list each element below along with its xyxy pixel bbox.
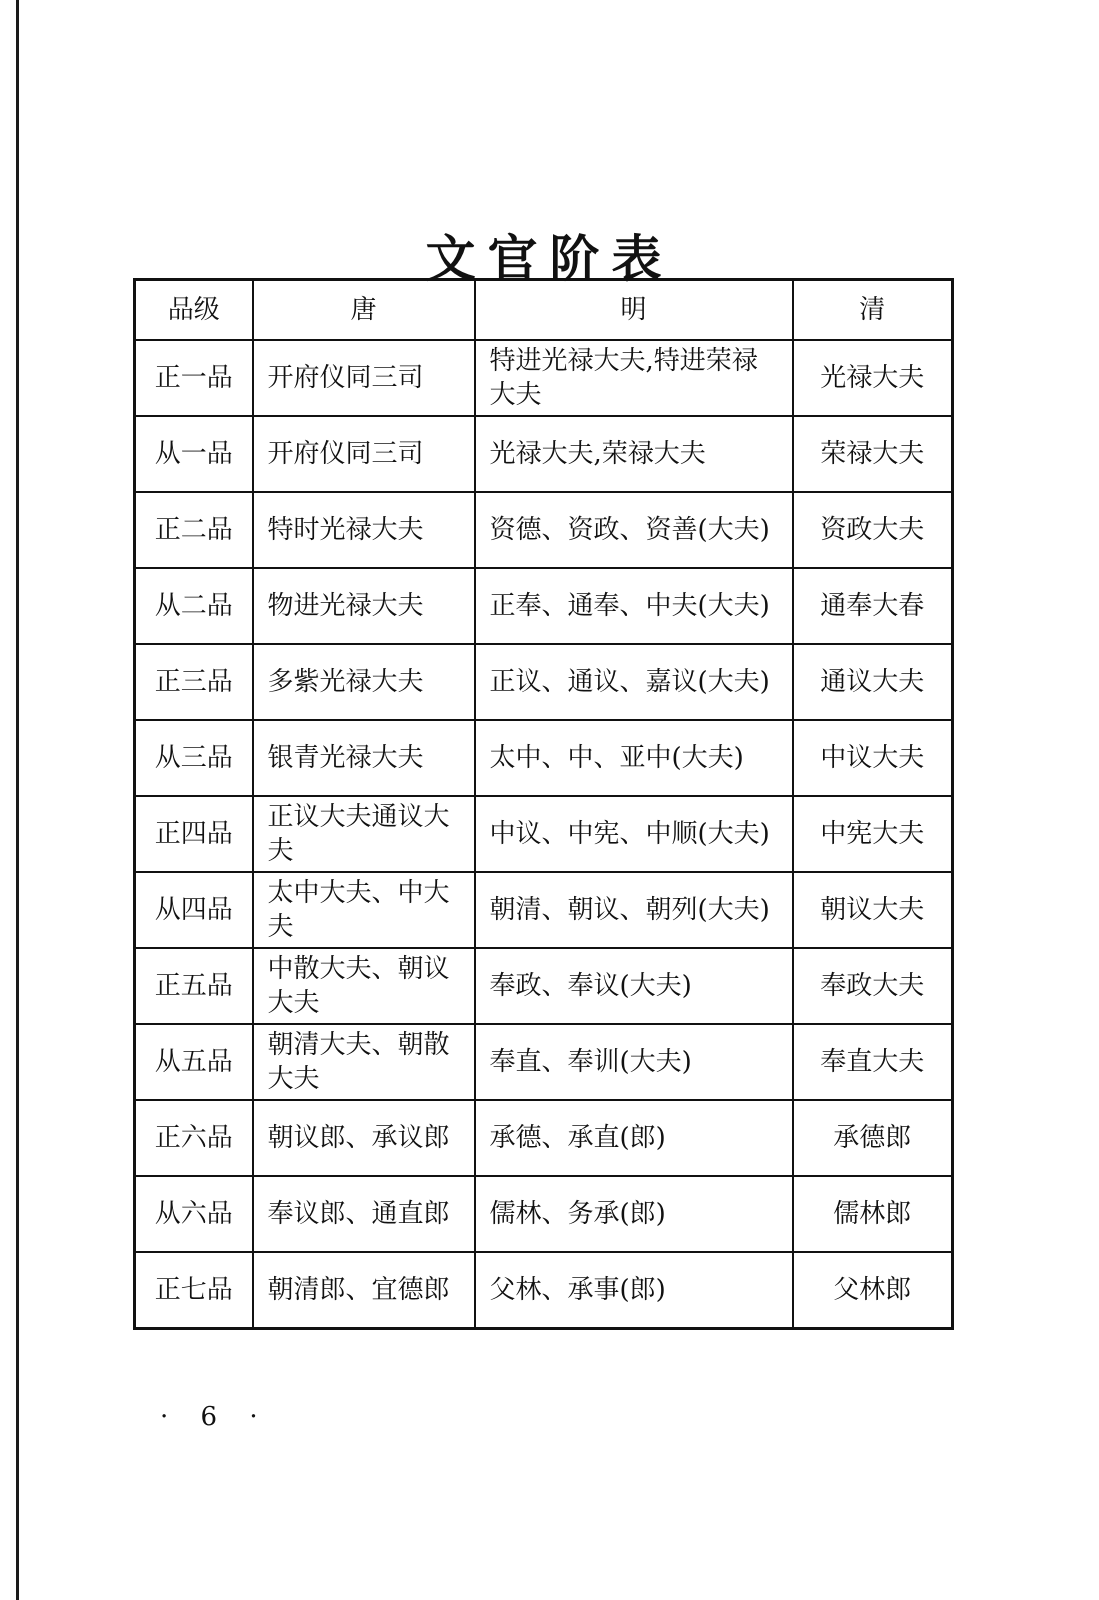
tang-cell: 开府仪同三司 [253,340,475,416]
tang-cell: 奉议郎、通直郎 [253,1176,475,1252]
tang-cell: 太中大夫、中大夫 [253,872,475,948]
table-row [135,416,953,492]
qing-cell: 中议大夫 [793,720,953,796]
table-body [135,340,953,1329]
ming-cell: 光禄大夫,荣禄大夫 [475,416,793,492]
tang-cell: 朝清大夫、朝散大夫 [253,1024,475,1100]
qing-cell: 奉政大夫 [793,948,953,1024]
table-row [135,1024,953,1100]
ming-cell: 正奉、通奉、中夫(大夫) [475,568,793,644]
grade-cell: 正七品 [135,1252,253,1329]
table-row [135,948,953,1024]
ming-cell: 太中、中、亚中(大夫) [475,720,793,796]
tang-cell: 多紫光禄大夫 [253,644,475,720]
header-ming: 明 [475,280,793,341]
header-row [135,280,953,341]
page-title: 文官阶表 [425,228,674,288]
table-row [135,340,953,416]
ming-cell: 朝清、朝议、朝列(大夫) [475,872,793,948]
table-row [135,1252,953,1329]
tang-cell: 朝议郎、承议郎 [253,1100,475,1176]
grade-cell: 从二品 [135,568,253,644]
qing-cell: 承德郎 [793,1100,953,1176]
qing-cell: 荣禄大夫 [793,416,953,492]
official-rank-table [133,278,954,1330]
ming-cell: 奉直、奉训(大夫) [475,1024,793,1100]
ming-cell: 奉政、奉议(大夫) [475,948,793,1024]
table-row [135,720,953,796]
page-number: · 6 · [160,1402,270,1432]
qing-cell: 朝议大夫 [793,872,953,948]
grade-cell: 从五品 [135,1024,253,1100]
header-qing: 清 [793,280,953,341]
qing-cell: 资政大夫 [793,492,953,568]
table-row [135,568,953,644]
table-row [135,492,953,568]
grade-cell: 从三品 [135,720,253,796]
qing-cell: 儒林郎 [793,1176,953,1252]
table-header [135,280,953,341]
tang-cell: 开府仪同三司 [253,416,475,492]
qing-cell: 中宪大夫 [793,796,953,872]
table-row [135,872,953,948]
qing-cell: 通奉大春 [793,568,953,644]
grade-cell: 从六品 [135,1176,253,1252]
ming-cell: 承德、承直(郎) [475,1100,793,1176]
ming-cell: 特进光禄大夫,特进荣禄大夫 [475,340,793,416]
grade-cell: 正五品 [135,948,253,1024]
tang-cell: 中散大夫、朝议大夫 [253,948,475,1024]
qing-cell: 光禄大夫 [793,340,953,416]
ming-cell: 中议、中宪、中顺(大夫) [475,796,793,872]
tang-cell: 银青光禄大夫 [253,720,475,796]
grade-cell: 从一品 [135,416,253,492]
header-grade: 品级 [135,280,253,341]
ming-cell: 正议、通议、嘉议(大夫) [475,644,793,720]
tang-cell: 物进光禄大夫 [253,568,475,644]
tang-cell: 正议大夫通议大夫 [253,796,475,872]
table-row [135,644,953,720]
table-row [135,1176,953,1252]
qing-cell: 奉直大夫 [793,1024,953,1100]
tang-cell: 特时光禄大夫 [253,492,475,568]
qing-cell: 父林郎 [793,1252,953,1329]
header-tang: 唐 [253,280,475,341]
ming-cell: 资德、资政、资善(大夫) [475,492,793,568]
grade-cell: 正四品 [135,796,253,872]
grade-cell: 正六品 [135,1100,253,1176]
grade-cell: 正三品 [135,644,253,720]
table-row [135,1100,953,1176]
tang-cell: 朝清郎、宜德郎 [253,1252,475,1329]
grade-cell: 从四品 [135,872,253,948]
table-row [135,796,953,872]
grade-cell: 正一品 [135,340,253,416]
ming-cell: 父林、承事(郎) [475,1252,793,1329]
grade-cell: 正二品 [135,492,253,568]
qing-cell: 通议大夫 [793,644,953,720]
ming-cell: 儒林、务承(郎) [475,1176,793,1252]
